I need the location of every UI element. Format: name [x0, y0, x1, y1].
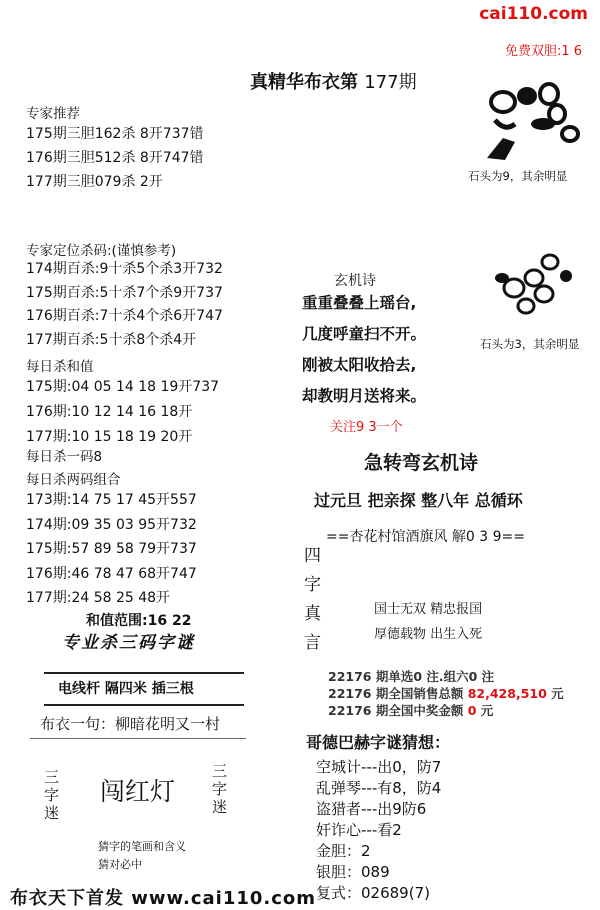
poem-lines — [302, 288, 426, 412]
riddle-stone-picture-top — [475, 80, 585, 170]
list-item: 盗猎者---出9防6 — [316, 800, 427, 818]
stats-line-2 — [328, 685, 564, 702]
poem-line: 刚被太阳收拾去, — [302, 356, 417, 374]
riddle-caption-mid: 石头为3，其余明显 — [480, 337, 580, 351]
list-item: 175期:57 89 58 79开737 — [26, 541, 197, 557]
list-item: 金胆：2 — [316, 842, 371, 860]
riddle-hint-2: 猜对必中 — [98, 858, 142, 871]
kill-one: 每日杀一码8 — [26, 449, 103, 465]
footer-banner: 布衣天下首发 www.cai110.com — [10, 888, 317, 909]
list-item: 177期三胆079杀 2开 — [26, 174, 163, 190]
pro-kill-line: 电线杆 隔四米 插三根 — [58, 681, 194, 697]
expert-list — [26, 122, 204, 194]
poem-line: 却教明月送将来。 — [302, 387, 427, 405]
stats-line-1: 22176 期单选0 注.组六0 注 — [328, 669, 495, 684]
kill-position-list — [26, 258, 223, 352]
list-item: 174期:09 35 03 95开732 — [26, 516, 197, 533]
list-item: 177期百杀:5十杀8个杀4开 — [26, 331, 197, 348]
riddle-right-label: 三字迷 — [212, 762, 228, 816]
divider — [30, 738, 246, 739]
pro-kill-title: 专业杀三码字谜 — [62, 633, 195, 653]
sum-range: 和值范围:16 22 — [86, 613, 192, 629]
kill-two-list — [26, 488, 197, 611]
stats-prize-unit: 元 — [480, 703, 494, 718]
page-title — [250, 68, 417, 94]
list-item: 奸诈心---看2 — [316, 821, 402, 839]
list-item: 173期:14 75 17 45开557 — [26, 492, 197, 508]
list-item: 175期:04 05 14 18 19开737 — [26, 379, 220, 395]
four-char-line-1: 国士无双 精忠报国 — [374, 602, 483, 617]
list-item: 空城计---出0，防7 — [316, 758, 442, 776]
stats-prize-value: 0 — [467, 703, 477, 718]
riddle-word: 闯红灯 — [100, 777, 176, 806]
list-item: 176期三胆512杀 8开747错 — [26, 150, 204, 166]
title-main: 真精华布衣第 — [250, 72, 358, 93]
kill-sum-heading: 每日杀和值 — [26, 359, 94, 375]
kill-two-heading: 每日杀两码组合 — [26, 472, 121, 488]
list-item: 175期百杀:5十杀7个杀9开737 — [26, 284, 223, 301]
riddle-hint-1: 猜字的笔画和含义 — [98, 840, 186, 853]
poem-heading: 玄机诗 — [334, 273, 376, 289]
buyi-line: 布衣一句：柳暗花明又一村 — [40, 715, 221, 733]
stats-sales-value: 82,428,510 — [467, 686, 547, 701]
riddle-caption-top: 石头为9，其余明显 — [468, 169, 568, 183]
list-item: 177期:10 15 18 19 20开 — [26, 429, 193, 445]
goebbels-heading: 哥德巴赫字谜猜想： — [306, 733, 451, 752]
list-item: 乱弹琴---有8，防4 — [316, 779, 442, 797]
poem-focus: 关注9 3一个 — [330, 420, 403, 435]
riddle-left-label: 三字迷 — [44, 768, 60, 822]
free-pick: 免费双胆:1 6 — [504, 44, 582, 59]
riddle-stone-picture-mid — [484, 248, 584, 328]
list-item: 177期:24 58 25 48开 — [26, 590, 171, 606]
list-item: 176期:46 78 47 68开747 — [26, 565, 197, 582]
kill-sum-list — [26, 375, 219, 450]
list-item: 174期百杀:9十杀5个杀3开732 — [26, 261, 223, 277]
stats-line-3 — [328, 702, 493, 719]
kill-position-heading: 专家定位杀码:(谨慎参考) — [26, 243, 177, 259]
turn-poem-heading: 急转弯玄机诗 — [364, 452, 479, 474]
list-item: 176期:10 12 14 16 18开 — [26, 404, 193, 420]
four-char-line-2: 厚德载物 出生入死 — [374, 627, 483, 642]
four-char-label: 四字真言 — [304, 546, 321, 653]
wine-line: ==杏花村馆酒旗风 解0 3 9== — [326, 529, 525, 545]
poem-line: 重重叠叠上瑶台, — [302, 294, 417, 312]
list-item: 175期三胆162杀 8开737错 — [26, 126, 204, 142]
goebbels-list — [316, 757, 441, 904]
title-issue: 177期 — [364, 72, 417, 93]
stats-sales-unit: 元 — [551, 686, 564, 701]
list-item: 复式：02689(7) — [316, 884, 430, 902]
site-logo: cai110.com — [479, 4, 588, 24]
list-item: 176期百杀:7十杀4个杀6开747 — [26, 308, 223, 324]
turn-poem-line: 过元旦 把亲探 整八年 总循环 — [314, 491, 523, 510]
poem-line: 几度呼童扫不开。 — [302, 325, 427, 343]
list-item: 银胆：089 — [316, 863, 390, 881]
stats-prize-label: 22176 期全国中奖金额 — [328, 703, 464, 718]
expert-heading: 专家推荐 — [26, 106, 80, 122]
stats-sales-label: 22176 期全国销售总额 — [328, 686, 464, 701]
